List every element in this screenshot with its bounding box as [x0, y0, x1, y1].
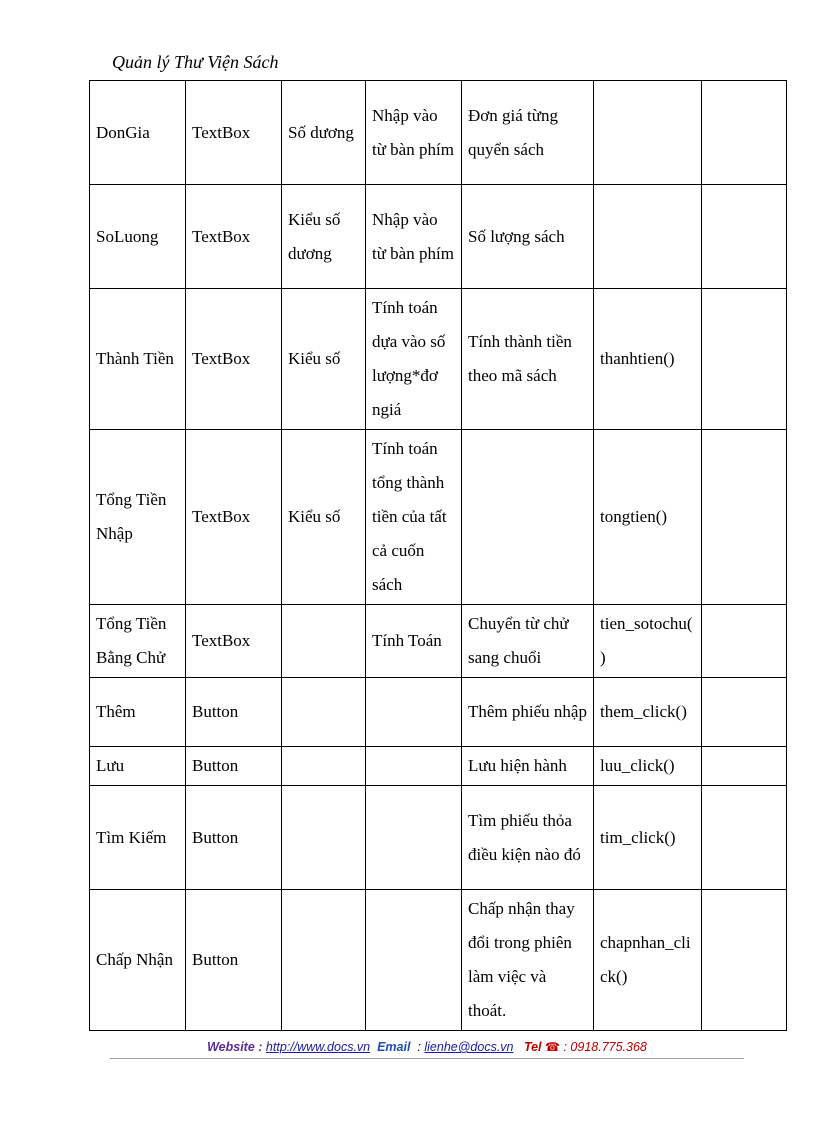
- cell-note: [702, 605, 787, 678]
- cell-note: [702, 185, 787, 289]
- cell-note: [702, 678, 787, 747]
- cell-desc: Chuyển từ chử sang chuổi: [462, 605, 594, 678]
- email-label: Email: [377, 1040, 411, 1054]
- cell-source: Nhập vào từ bàn phím: [366, 81, 462, 185]
- cell-name: Thành Tiền: [90, 289, 186, 430]
- table-row: [90, 678, 787, 747]
- cell-source: Tính Toán: [366, 605, 462, 678]
- cell-desc: Số lượng sách: [462, 185, 594, 289]
- cell-source: [366, 890, 462, 1031]
- cell-type: Button: [186, 786, 282, 890]
- cell-desc: Tìm phiếu thỏa điều kiện nào đó: [462, 786, 594, 890]
- cell-desc: [462, 430, 594, 605]
- cell-desc: Chấp nhận thay đổi trong phiên làm việc và thoát.: [462, 890, 594, 1031]
- table-row: [90, 747, 787, 786]
- cell-note: [702, 289, 787, 430]
- cell-type: TextBox: [186, 185, 282, 289]
- cell-func: [594, 185, 702, 289]
- table-row: [90, 786, 787, 890]
- cell-source: Nhập vào từ bàn phím: [366, 185, 462, 289]
- cell-name: Thêm: [90, 678, 186, 747]
- cell-type: Button: [186, 747, 282, 786]
- cell-format: [282, 605, 366, 678]
- table-row: [90, 605, 787, 678]
- cell-source: [366, 786, 462, 890]
- cell-func: chapnhan_click(): [594, 890, 702, 1031]
- table-row: [90, 81, 787, 185]
- cell-type: Button: [186, 890, 282, 1031]
- cell-note: [702, 890, 787, 1031]
- cell-name: Tìm Kiếm: [90, 786, 186, 890]
- email-separator: :: [417, 1040, 421, 1054]
- cell-source: [366, 678, 462, 747]
- cell-source: Tính toán dựa vào số lượng*đơ ngiá: [366, 289, 462, 430]
- cell-type: TextBox: [186, 289, 282, 430]
- table-row: [90, 890, 787, 1031]
- cell-format: [282, 786, 366, 890]
- cell-format: Kiểu số dương: [282, 185, 366, 289]
- footer-divider: [110, 1058, 744, 1059]
- email-link[interactable]: lienhe@docs.vn: [424, 1040, 514, 1054]
- cell-name: Chấp Nhận: [90, 890, 186, 1031]
- tel-value: : 0918.775.368: [563, 1040, 647, 1054]
- cell-name: Tổng Tiền Bằng Chử: [90, 605, 186, 678]
- cell-name: Tổng Tiền Nhập: [90, 430, 186, 605]
- cell-func: thanhtien(): [594, 289, 702, 430]
- page-header-title: Quản lý Thư Viện Sách: [112, 52, 279, 72]
- cell-type: TextBox: [186, 81, 282, 185]
- cell-func: luu_click(): [594, 747, 702, 786]
- cell-name: Lưu: [90, 747, 186, 786]
- website-link[interactable]: http://www.docs.vn: [265, 1040, 371, 1054]
- cell-format: Kiểu số: [282, 289, 366, 430]
- cell-func: tim_click(): [594, 786, 702, 890]
- table-row: [90, 185, 787, 289]
- cell-func: [594, 81, 702, 185]
- table-row: [90, 430, 787, 605]
- cell-func: them_click(): [594, 678, 702, 747]
- cell-format: Số dương: [282, 81, 366, 185]
- website-label: Website :: [207, 1040, 263, 1054]
- cell-source: Tính toán tổng thành tiền của tất cả cuốn sách: [366, 430, 462, 605]
- cell-desc: Tính thành tiền theo mã sách: [462, 289, 594, 430]
- cell-note: [702, 747, 787, 786]
- table-row: [90, 289, 787, 430]
- spec-table: [89, 80, 787, 1031]
- cell-format: Kiểu số: [282, 430, 366, 605]
- cell-format: [282, 890, 366, 1031]
- tel-label: Tel: [523, 1040, 542, 1054]
- cell-desc: Lưu hiện hành: [462, 747, 594, 786]
- cell-type: Button: [186, 678, 282, 747]
- cell-func: tien_sotochu(): [594, 605, 702, 678]
- cell-name: DonGia: [90, 81, 186, 185]
- cell-format: [282, 747, 366, 786]
- cell-note: [702, 430, 787, 605]
- page-footer: [110, 1040, 744, 1054]
- phone-icon: ☎: [545, 1040, 560, 1054]
- cell-desc: Thêm phiếu nhập: [462, 678, 594, 747]
- cell-source: [366, 747, 462, 786]
- cell-note: [702, 786, 787, 890]
- cell-name: SoLuong: [90, 185, 186, 289]
- cell-type: TextBox: [186, 605, 282, 678]
- cell-desc: Đơn giá từng quyển sách: [462, 81, 594, 185]
- cell-note: [702, 81, 787, 185]
- cell-type: TextBox: [186, 430, 282, 605]
- cell-format: [282, 678, 366, 747]
- cell-func: tongtien(): [594, 430, 702, 605]
